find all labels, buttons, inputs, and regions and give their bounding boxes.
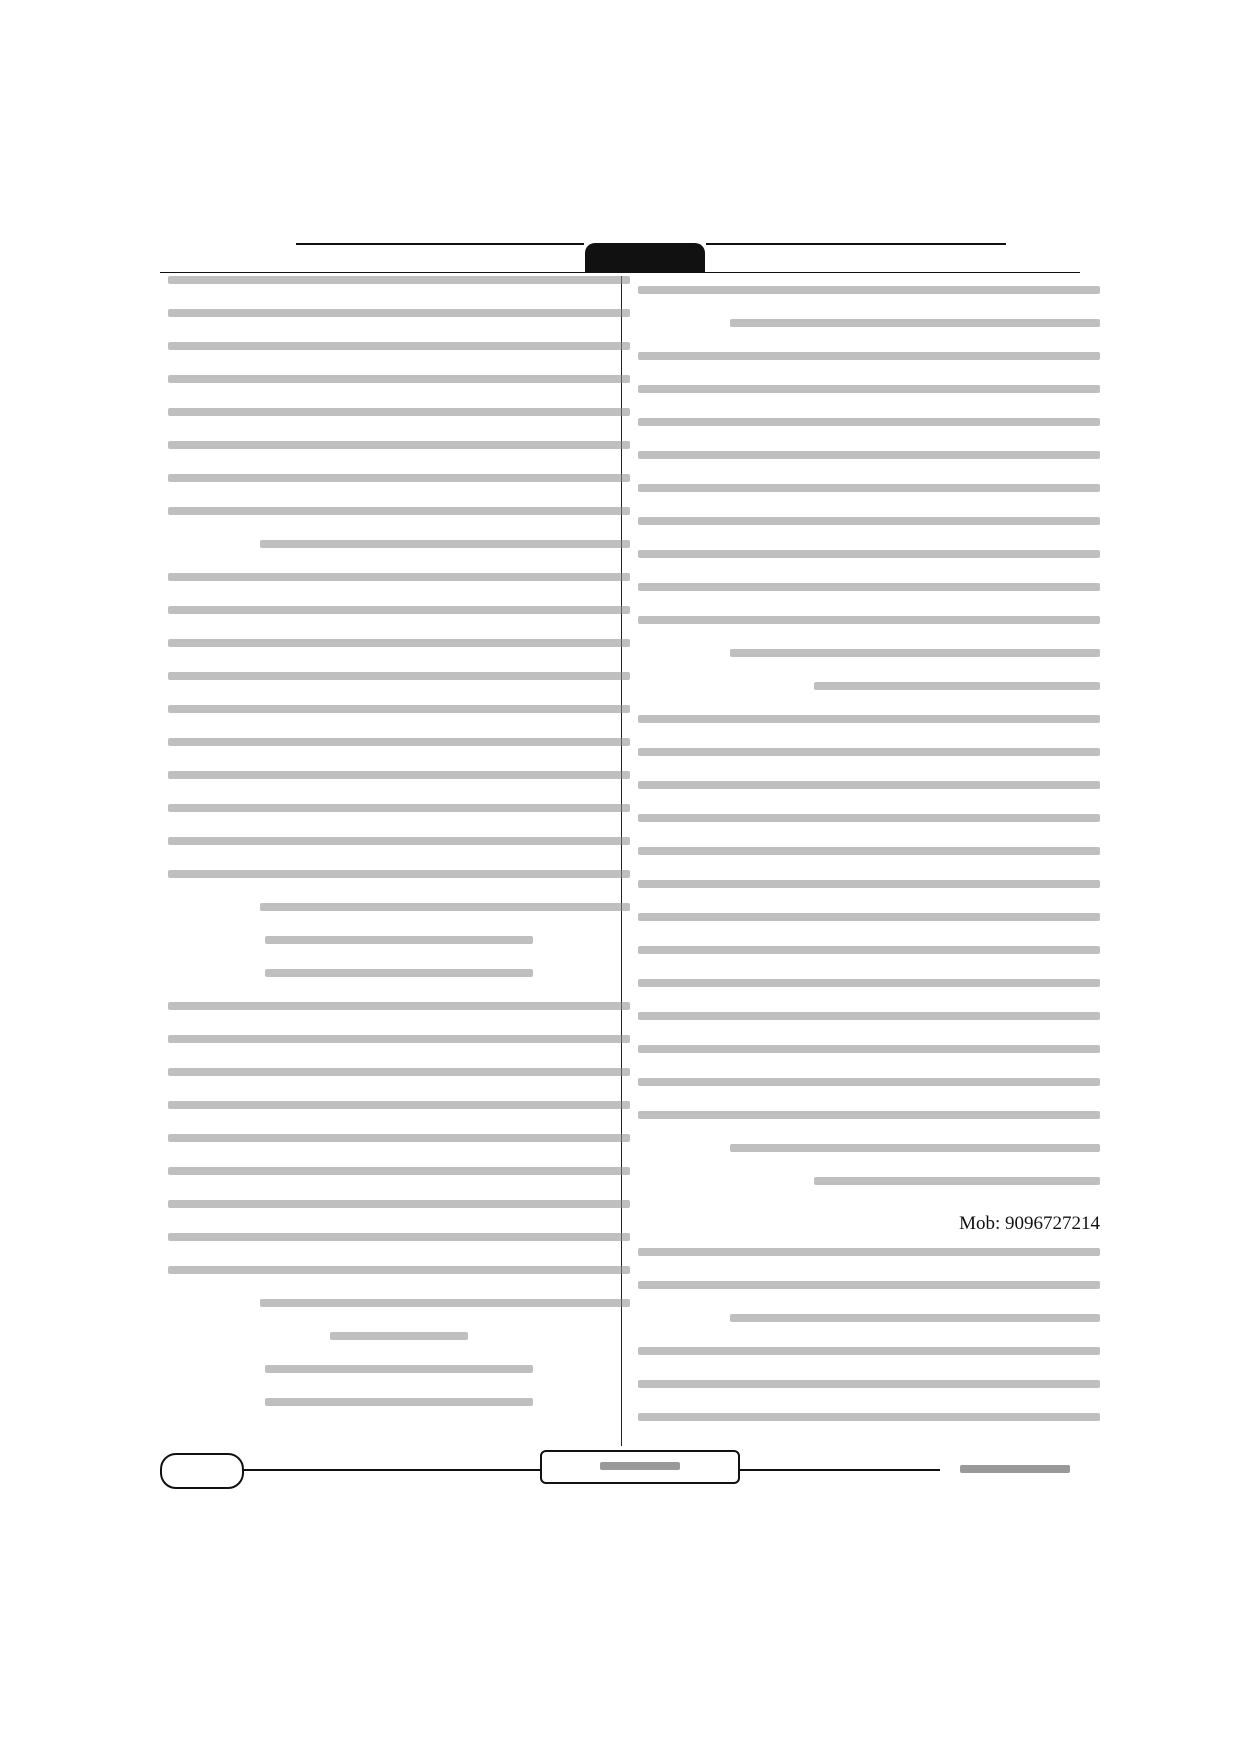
header-rule: [706, 243, 1006, 245]
left-column: [168, 276, 630, 1431]
article-body-placeholder: [638, 286, 1100, 1185]
page-number: [160, 1453, 244, 1489]
right-column: [638, 276, 1100, 1446]
footer-rule: [740, 1469, 940, 1471]
footer-rule: [240, 1469, 540, 1471]
magazine-name: [940, 1453, 1080, 1485]
header-rule: [296, 243, 584, 245]
article-body-placeholder: [638, 1248, 1100, 1421]
section-label: [585, 243, 705, 273]
mobile-number: Mob: 9096727214: [959, 1213, 1100, 1234]
letter-body-placeholder: [168, 276, 630, 1406]
issue-date: [540, 1450, 740, 1484]
